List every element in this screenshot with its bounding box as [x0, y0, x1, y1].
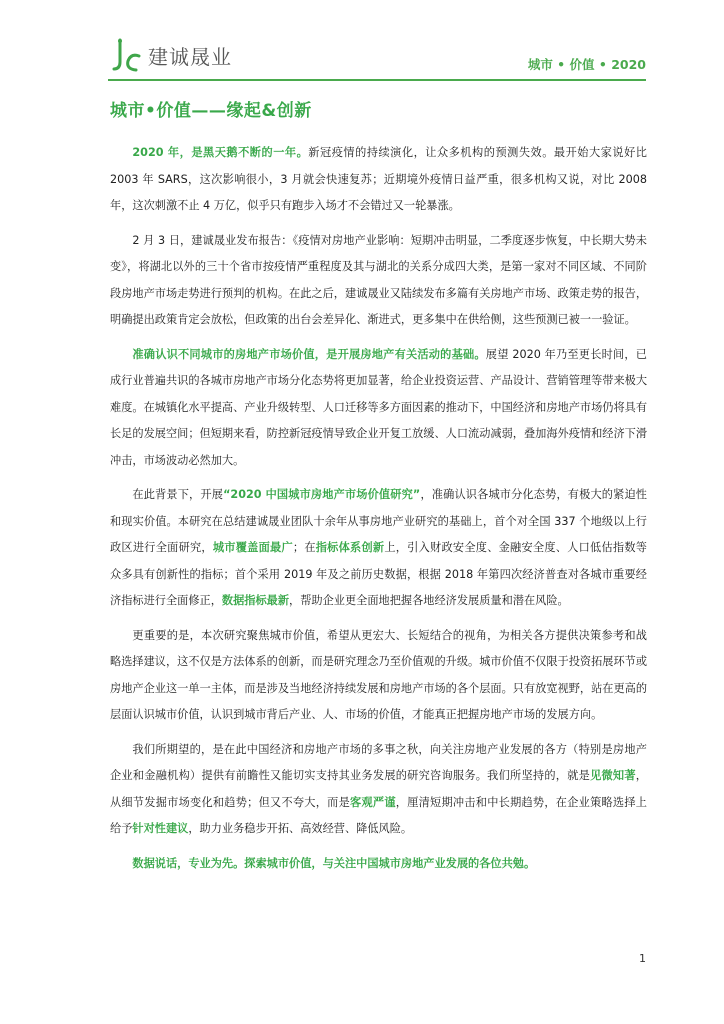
paragraph: [110, 228, 647, 334]
highlight-text: 针对性建议: [132, 822, 189, 835]
highlight-text: 见微知著: [590, 769, 636, 782]
paragraph: [110, 140, 647, 220]
jc-logo-icon: [112, 38, 144, 72]
brand-logo: [112, 38, 232, 72]
body-run: 我们所期望的，是在此中国经济和房地产市场的多事之秋，向关注房地产业发展的各方（特别是房地产企业和金融机构）提供有前瞻性又能切实支持其业务发展的研究咨询服务。我们所坚持的，就是: [110, 742, 647, 782]
highlight-text: 2020 年，是黑天鹅不断的一年。: [132, 146, 309, 159]
highlight-text: 数据说话，专业为先。探索城市价值，与关注中国城市房地产业发展的各位共勉。: [132, 856, 536, 870]
highlight-text: 指标体系创新: [315, 541, 385, 554]
paragraph: [110, 482, 647, 615]
paragraph: [110, 623, 647, 729]
body-run: 上，引入财政安全度、金融安全度、人口低估指数等众多具有创新性的指标；首个采用 2019 年及之前历史数据，根据 2018 年第四次经济普查对各城市重要经济指标进行全面修正，: [110, 541, 647, 607]
body-run: 新冠疫情的持续演化，让众多机构的预测失效。最开始大家说好比 2003 年 SARS，这次影响很小，3 月就会快速复苏；近期境外疫情日益严重，很多机构又说，对比 2008 年，这次刺激不止 4 万亿，似乎只有跑步入场才不会错过又一轮暴涨。: [110, 146, 647, 212]
body-run: ，帮助企业更全面地把握各地经济发展质量和潜在风险。: [289, 594, 569, 607]
body-text: [110, 140, 647, 885]
body-run: ，厘清短期冲击和中长期趋势，在企业策略选择上给予: [110, 795, 647, 835]
body-run: 更重要的是，本次研究聚焦城市价值，希望从更宏大、长短结合的视角，为相关各方提供决策参考和战略选择建议，这不仅是方法体系的创新，而是研究理念乃至价值观的升级。城市价值不仅限于投资拓展环节或房地产企业这一单一主体，而是涉及当地经济持续发展和房地产市场的各个层面。只有放宽视野，站在更高的层面认识城市价值，认识到城市背后产业、人、市场的价值，才能真正把握房地产市场的发展方向。: [110, 628, 648, 721]
highlight-text: 数据指标最新: [221, 594, 290, 607]
paragraph: [110, 737, 647, 843]
highlight-text: “2020 中国城市房地产市场价值研究”: [223, 488, 421, 501]
body-run: ，助力业务稳步开拓、高效经营、降低风险。: [188, 822, 413, 835]
header-tag: 城市 • 价值 • 2020: [527, 57, 646, 72]
body-run: 展望 2020 年乃至更长时间，已成行业普遍共识的各城市房地产市场分化态势将更加显著，给企业投资运营、产品设计、营销管理等带来极大难度。在城镇化水平提高、产业升级转型、人口迁移等多方面因素的推动下，中国经济和房地产市场仍将具有长足的发展空间；但短期来看，防控新冠疫情导致企业开复工放缓、人口流动减弱，叠加海外疫情和经济下滑冲击，市场波动必然加大。: [110, 347, 648, 467]
body-run: 在此背景下，开展: [132, 488, 224, 501]
page-number: 1: [639, 952, 646, 965]
body-run: ，从细节发掘市场变化和趋势；但又不夸大，而是: [110, 769, 647, 809]
page-header: [0, 0, 724, 90]
body-run: ，准确认识各城市分化态势，有极大的紧迫性和现实价值。本研究在总结建诚晟业团队十余年从事房地产业研究的基础上，首个对全国 337 个地级以上行政区进行全面研究，: [110, 488, 647, 554]
highlight-text: 准确认识不同城市的房地产市场价值，是开展房地产有关活动的基础。: [132, 347, 486, 361]
paragraph: [110, 851, 647, 878]
highlight-text: 客观严谨: [350, 795, 396, 809]
body-run: 2 月 3 日，建诚晟业发布报告：《疫情对房地产业影响：短期冲击明显，二季度逐步恢复，中长期大势未变》，将湖北以外的三十个省市按疫情严重程度及其与湖北的关系分成四大类，是第一家对不同区域、不同阶段房地产市场走势进行预判的机构。在此之后，建诚晟业又陆续发布多篇有关房地产市场、政策走势的报告，明确提出政策肯定会放松，但政策的出台会差异化、渐进式，更多集中在供给侧，这些预测已被一一验证。: [110, 233, 648, 326]
paragraph: [110, 342, 647, 475]
body-run: ；在: [292, 541, 316, 554]
page-title: 城市•价值——缘起&创新: [110, 101, 312, 121]
header-divider: [108, 79, 646, 81]
logo-text: 建诚晟业: [148, 44, 232, 69]
highlight-text: 城市覆盖面最广: [212, 541, 293, 554]
